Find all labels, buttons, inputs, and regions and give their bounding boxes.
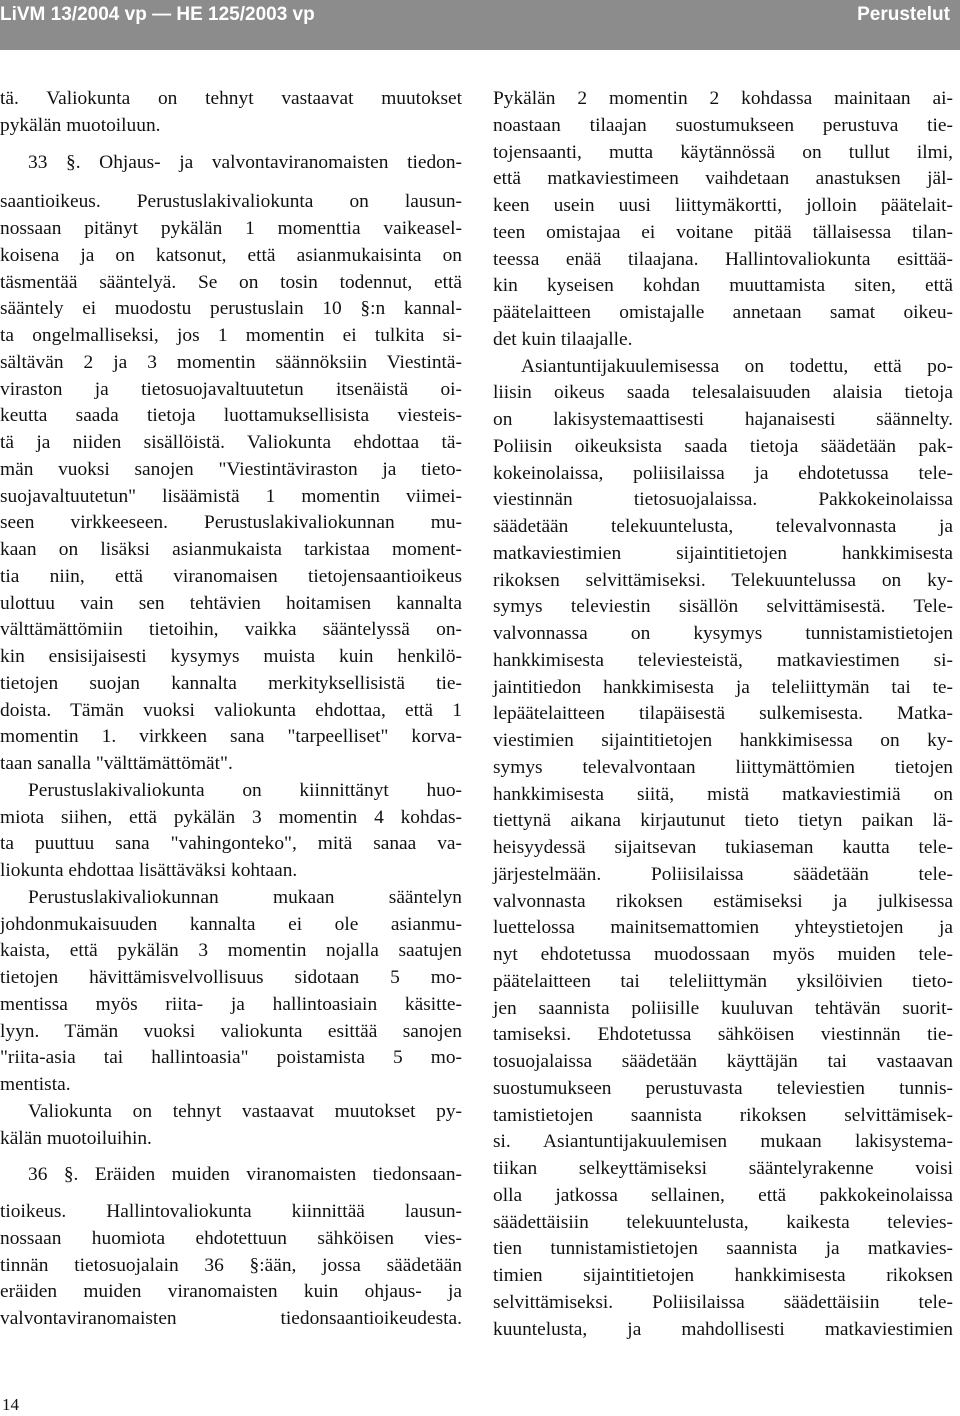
text-line: liisin oikeus saada telesalaisuuden alaisia tietoja bbox=[493, 382, 953, 404]
text-line: tietojen suojan kannalta merkityksellisistä tie- bbox=[0, 672, 462, 694]
text-line: lyyn. Tämän vuoksi valiokunta esittää sanojen bbox=[0, 1020, 462, 1042]
document-reference: LiVM 13/2004 vp — HE 125/2003 vp bbox=[0, 4, 315, 25]
text-line: nyt ehdotetussa muodossaan myös muiden tele- bbox=[493, 944, 953, 965]
text-line: 33 §. Ohjaus- ja valvontaviranomaisten tiedon- bbox=[28, 151, 462, 173]
text-line: kaan on lisäksi asianmukaista tarkistaa moment- bbox=[0, 539, 462, 560]
text-line: nossaan huomiota ehdotettuun sähköisen vies- bbox=[0, 1227, 462, 1249]
text-line: päätelaitteen tai teleliittymän yksilöivien tieto- bbox=[493, 970, 953, 992]
text-line: viraston ja tietosuojavaltuutetun itsenäistä oi- bbox=[0, 378, 462, 400]
text-line: hankkimisesta televiesteistä, matkaviestimen si- bbox=[493, 649, 953, 671]
left-text-column bbox=[0, 86, 462, 1333]
text-line: valvontaviranomaisten tiedonsaantioikeudesta. bbox=[0, 1308, 462, 1329]
text-line: koisena ja on katsonut, että asianmukaisinta on bbox=[0, 244, 462, 266]
text-line: mentissa myös riita- ja hallintoasiain käsitte- bbox=[0, 993, 462, 1015]
text-line: män vuoksi sanojen "Viestintäviraston ja tieto- bbox=[0, 458, 462, 480]
text-line: tinnän tietosuojalain 36 §:ään, jossa säädetään bbox=[0, 1254, 462, 1276]
text-line: Perustuslakivaliokunnan mukaan sääntelyn bbox=[28, 886, 462, 908]
text-line: Perustuslakivaliokunta on kiinnittänyt huo- bbox=[28, 779, 462, 801]
text-line: ta puuttuu sana "vahingonteko", mitä sanaa va- bbox=[0, 833, 462, 855]
text-line: noastaan tilaajan suostumukseen perustuva tie- bbox=[493, 114, 953, 136]
text-line: tietojen hävittämisvelvollisuus sidotaan 5 mo- bbox=[0, 967, 462, 988]
text-line: det kuin tilaajalle. bbox=[493, 328, 633, 350]
text-line: momentin 1. virkkeen sana "tarpeelliset" korva- bbox=[0, 726, 462, 748]
text-line: sältävän 2 ja 3 momentin säännöksiin Viestintä- bbox=[0, 351, 462, 373]
text-line: rikoksen selvittämiseksi. Telekuuntelussa on ky- bbox=[493, 569, 953, 591]
text-line: täsmentää sääntelyä. Se on tosin todennut, että bbox=[0, 271, 462, 293]
text-line: 36 §. Eräiden muiden viranomaisten tiedonsaan- bbox=[28, 1164, 462, 1186]
text-line: keutta saada tietoja luottamuksellisista viesteis- bbox=[0, 405, 462, 427]
text-line: jaintitiedon hankkimisesta ja teleliittymän tai te- bbox=[493, 676, 953, 698]
text-line: kin kyseisen kohdan muuttamista siten, että bbox=[493, 275, 953, 297]
text-line: timien sijaintitietojen hankkimisesta rikoksen bbox=[493, 1265, 953, 1286]
text-line: viestinnän tietosuojalaissa. Pakkokeinolaissa bbox=[493, 489, 953, 511]
text-line: taan sanalla "välttämättömät". bbox=[0, 753, 233, 774]
text-line: tamiseksi. Ehdotetussa sähköisen viestinnän tie- bbox=[493, 1024, 953, 1046]
text-line: pykälän muotoiluun. bbox=[0, 114, 161, 136]
text-line: suojavaltuutetun" lisäämistä 1 momentin viimei- bbox=[0, 485, 462, 507]
text-line: teen omistajaa ei voitane pitää tällaisessa tilan- bbox=[493, 221, 953, 243]
text-line: eräiden muiden viranomaisten kuin ohjaus- ja bbox=[0, 1281, 462, 1303]
text-line: kälän muotoiluihin. bbox=[0, 1127, 152, 1149]
text-line: sääntely ei muodostu perustuslain 10 §:n kannal- bbox=[0, 298, 462, 320]
text-line: kokeinolaissa, poliisilaissa ja ehdotetussa tele- bbox=[493, 462, 953, 484]
text-line: doista. Tämän vuoksi valiokunta ehdottaa, että 1 bbox=[0, 699, 462, 721]
text-line: saantioikeus. Perustuslakivaliokunta on lausun- bbox=[0, 191, 462, 213]
text-line: jen saannista poliisille kuuluvan tehtävän suorit- bbox=[493, 997, 953, 1019]
text-line: heisyydessä sijaitsevan tukiaseman kautta tele- bbox=[493, 837, 953, 858]
text-line: si. Asiantuntijakuulemisen mukaan lakisystema- bbox=[493, 1131, 953, 1153]
text-line: viestimien sijaintitietojen hankkimisessa on ky- bbox=[493, 730, 953, 751]
text-line: että matkaviestimeen vaihdetaan anastuksen jäl- bbox=[493, 168, 953, 190]
text-line: tojensaanti, mutta käytännössä on tullut ilmi, bbox=[493, 141, 953, 163]
text-line: lepäätelaitteen tilapäisestä sulkemisesta. Matka- bbox=[493, 703, 953, 725]
text-line: kin ensisijaisesti kysymys muista kuin henkilö- bbox=[0, 646, 462, 667]
text-line: tiikan selkeyttämiseksi sääntelyrakenne voisi bbox=[493, 1158, 953, 1179]
text-line: valvonnassa on kysymys tunnistamistietojen bbox=[493, 623, 953, 644]
text-line: päätelaitteen omistajalle annetaan samat oikeu- bbox=[493, 302, 953, 323]
text-line: on lakisystemaattisesti hajanaisesti säännelty. bbox=[493, 409, 953, 430]
text-line: ulottuu vain sen tehtävien hoitamisen kannalta bbox=[0, 592, 462, 614]
text-line: säädettäisiin telekuuntelusta, kaikesta televies- bbox=[493, 1211, 953, 1233]
paragraph-gap bbox=[0, 140, 462, 150]
text-line: järjestelmään. Poliisilaissa säädetään tele- bbox=[493, 863, 953, 885]
running-header bbox=[0, 0, 960, 50]
text-line: nossaan pitänyt pykälän 1 momenttia vaikeasel- bbox=[0, 218, 462, 239]
text-line: tia niin, että viranomaisen tietojensaantioikeus bbox=[0, 565, 462, 587]
text-line: keen usein uusi liittymäkortti, jolloin päätelait- bbox=[493, 195, 953, 216]
text-line: "riita-asia tai hallintoasia" poistamista 5 mo- bbox=[0, 1047, 462, 1069]
text-line: Poliisin oikeuksista saada tietoja säädetään pak- bbox=[493, 435, 953, 457]
text-line: symys televalvontaan liittymättömien tietojen bbox=[493, 756, 953, 778]
text-line: liokunta ehdottaa lisättäväksi kohtaan. bbox=[0, 860, 298, 881]
text-line: johdonmukaisuuden kannalta ei ole asianmu- bbox=[0, 913, 462, 935]
text-line: mentista. bbox=[0, 1074, 71, 1095]
text-line: säädetään telekuuntelusta, televalvonnasta ja bbox=[493, 516, 953, 537]
text-line: Pykälän 2 momentin 2 kohdassa mainitaan ai- bbox=[493, 88, 953, 109]
text-line: kuuntelusta, ja mahdollisesti matkaviestimien bbox=[493, 1318, 953, 1340]
paragraph-gap bbox=[0, 1152, 462, 1162]
text-line: miota siihen, että pykälän 3 momentin 4 kohdas- bbox=[0, 806, 462, 828]
text-line: seen virkkeeseen. Perustuslakivaliokunnan mu- bbox=[0, 512, 462, 534]
text-line: Asiantuntijakuulemisessa on todettu, että po- bbox=[521, 355, 953, 377]
right-text-column bbox=[493, 86, 953, 1343]
text-line: selvittämiseksi. Poliisilaissa säädettäisiin tele- bbox=[493, 1291, 953, 1313]
text-line: ta ongelmalliseksi, jos 1 momentin ei tulkita si- bbox=[0, 325, 462, 346]
text-line: välttämättömiin tietoihin, vaikka sääntelyssä on- bbox=[0, 619, 462, 641]
text-line: tioikeus. Hallintovaliokunta kiinnittää lausun- bbox=[0, 1201, 462, 1222]
text-line: symys televiestin sisällön selvittämisestä. Tele- bbox=[493, 596, 953, 618]
text-line: olla jatkossa sellainen, että pakkokeinolaissa bbox=[493, 1184, 953, 1206]
text-line: teessa enää tilaajana. Hallintovaliokunta esittää- bbox=[493, 248, 953, 270]
text-line: tosuojalaissa säädetään käyttäjän tai vastaavan bbox=[493, 1051, 953, 1072]
text-line: tiettynä aikana kirjautunut tieto tietyn paikan lä- bbox=[493, 810, 953, 832]
text-line: tä. Valiokunta on tehnyt vastaavat muutokset bbox=[0, 88, 462, 109]
page-number: 14 bbox=[2, 1395, 19, 1414]
text-line: valvonnasta rikoksen estämiseksi ja julkisessa bbox=[493, 890, 953, 912]
text-line: luettelossa mainitsemattomien yhteystietojen ja bbox=[493, 917, 953, 939]
text-line: matkaviestimien sijaintitietojen hankkimisesta bbox=[493, 542, 953, 564]
text-line: tien tunnistamistietojen saannista ja matkavies- bbox=[493, 1238, 953, 1260]
text-line: Valiokunta on tehnyt vastaavat muutokset py- bbox=[28, 1100, 462, 1122]
text-line: hankkimisesta siitä, mistä matkaviestimiä on bbox=[493, 783, 953, 805]
text-line: tamistietojen saannista rikoksen selvittämisek- bbox=[493, 1104, 953, 1126]
section-label: Perustelut bbox=[857, 4, 950, 25]
text-line: tä ja niiden sisällöistä. Valiokunta ehdottaa tä- bbox=[0, 432, 462, 453]
text-line: suostumukseen perustuvasta televiestien tunnis- bbox=[493, 1077, 953, 1099]
text-line: kaista, että pykälän 3 momentin nojalla saatujen bbox=[0, 940, 462, 962]
